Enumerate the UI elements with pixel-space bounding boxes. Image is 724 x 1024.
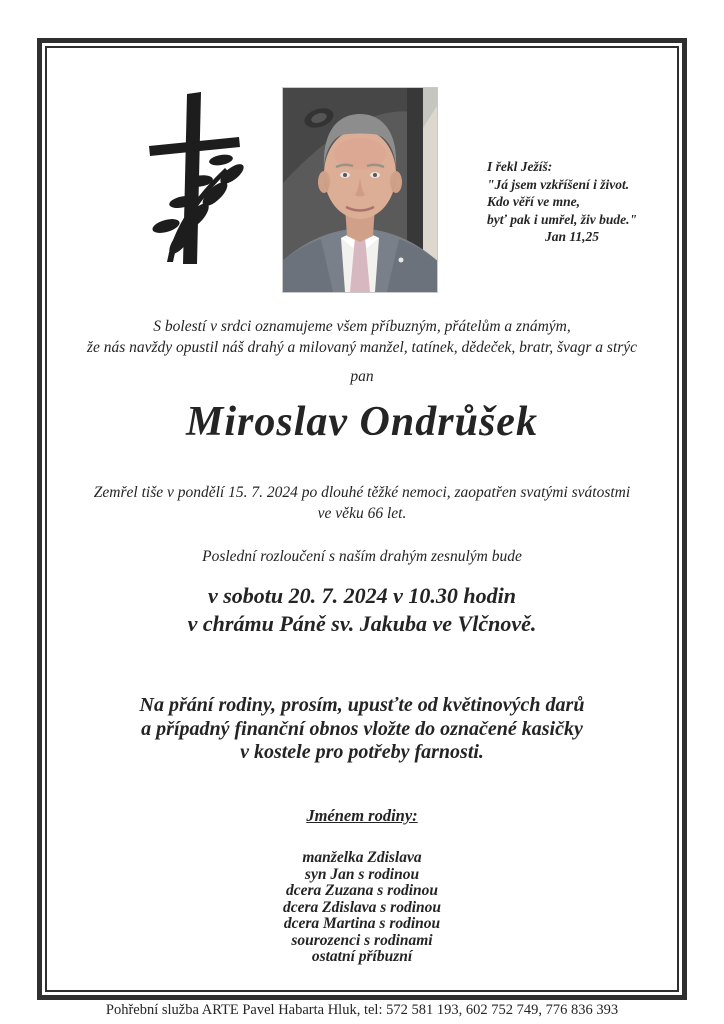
quote-line: Kdo věří ve mne, (487, 194, 580, 209)
deceased-name: Miroslav Ondrůšek (186, 399, 538, 445)
honorific: pan (350, 368, 374, 385)
farewell-intro: Poslední rozloučení s naším drahým zesnulým bude (202, 548, 522, 565)
announcement-line: že nás navždy opustil náš drahý a milovaný manžel, tatínek, dědeček, bratr, švagr a strýc (86, 339, 638, 356)
cross-with-branch-icon (133, 90, 255, 266)
farewell-location: v chrámu Páně sv. Jakuba ve Vlčnově. (187, 611, 537, 636)
quote-citation: Jan 11,25 (545, 229, 600, 244)
farewell-datetime: v sobotu 20. 7. 2024 v 10.30 hodin (207, 583, 517, 608)
family-member: sourozenci s rodinami (291, 931, 433, 949)
quote-line: I řekl Ježíš: (487, 159, 553, 174)
quote-line: "Já jsem vzkříšení i život. (487, 176, 630, 192)
family-members-list (0, 850, 724, 966)
donation-request-line: v kostele pro potřeby farnosti. (240, 741, 484, 763)
donation-request-line: a případný finanční obnos vložte do označené kasičky (141, 717, 583, 740)
family-heading: Jménem rodiny: (306, 806, 418, 825)
funeral-service-contact: Pohřební služba ARTE Pavel Habarta Hluk, tel: 572 581 193, 602 752 749, 776 836 393 (105, 1002, 619, 1018)
family-member: manželka Zdislava (302, 849, 422, 866)
family-member: dcera Zuzana s rodinou (285, 882, 439, 899)
announcement-line: S bolestí v srdci oznamujeme všem příbuzným, přátelům a známým, (153, 318, 571, 335)
bible-quote (487, 158, 677, 246)
deceased-portrait-photo (283, 88, 437, 292)
family-member: dcera Zdislava s rodinou (282, 898, 442, 916)
death-details (0, 482, 724, 524)
donation-request-line: Na přání rodiny, prosím, upusťte od květinových darů (139, 694, 585, 716)
death-details-line: ve věku 66 let. (317, 505, 407, 522)
family-member: syn Jan s rodinou (304, 865, 420, 883)
family-member: dcera Martina s rodinou (283, 915, 441, 932)
farewell-details (0, 582, 724, 638)
announcement-text (0, 316, 724, 358)
family-member: ostatní příbuzní (311, 948, 413, 965)
donation-request (0, 694, 724, 765)
death-details-line: Zemřel tiše v pondělí 15. 7. 2024 po dlouhé těžké nemoci, zaopatřen svatými svátostmi (93, 484, 631, 501)
quote-line: byť pak i umřel, živ bude." (487, 211, 638, 227)
